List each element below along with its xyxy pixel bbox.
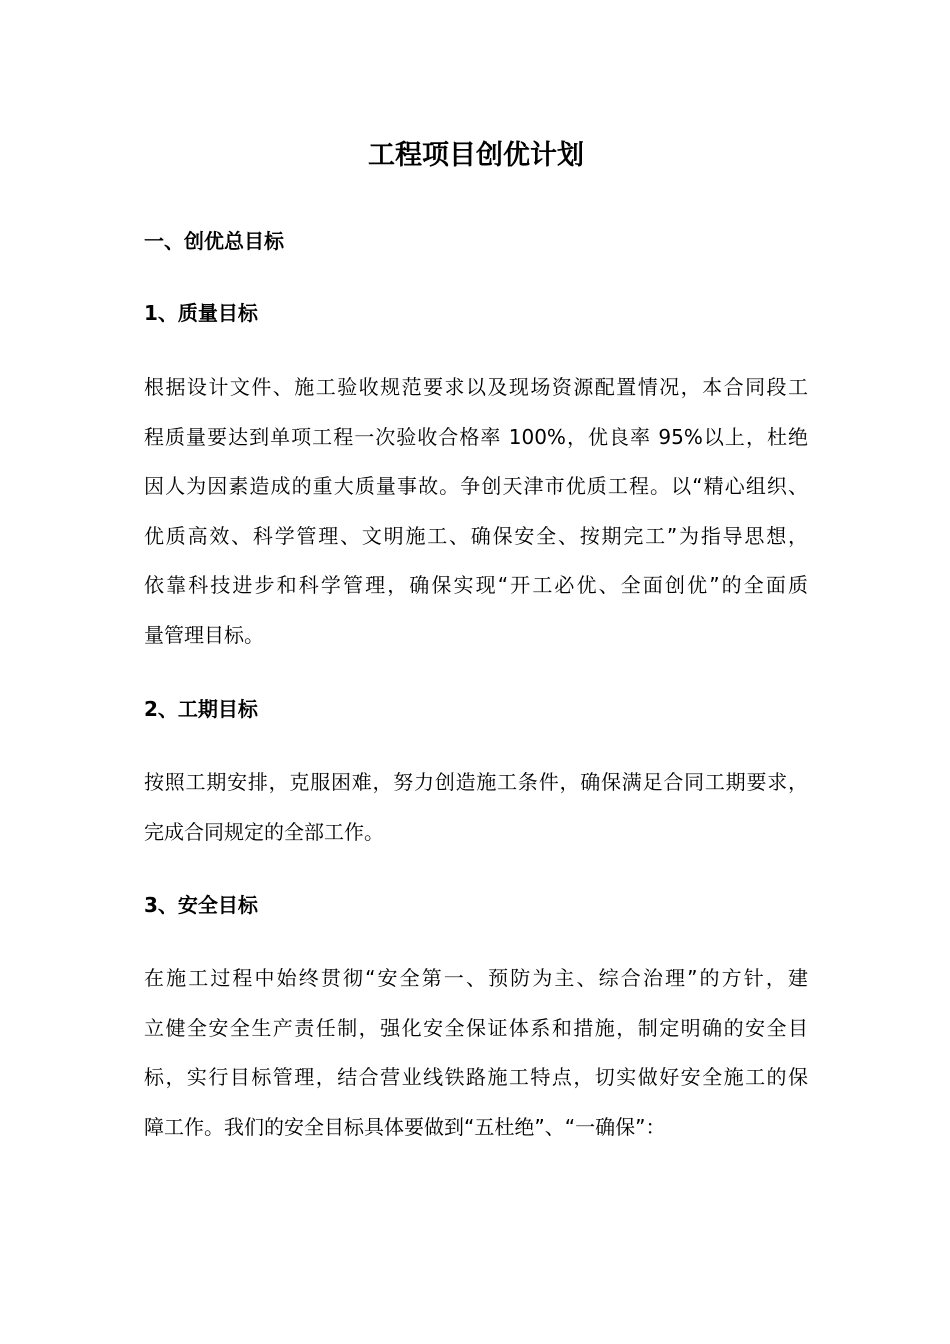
subheading-schedule: 2、工期目标 — [144, 697, 258, 721]
paragraph-line: 完成合同规定的全部工作。 — [144, 819, 384, 844]
subheading-quality: 1、质量目标 — [144, 301, 258, 325]
paragraph-schedule — [144, 758, 808, 857]
paragraph-quality — [144, 363, 808, 661]
paragraph-line: 根据设计文件、施工验收规范要求以及现场资源配置情况，本合同段工 — [144, 375, 808, 399]
section-heading-goals: 一、创优总目标 — [144, 229, 284, 253]
paragraph-line: 依靠科技进步和科学管理，确保实现“开工必优、全面创优”的全面质 — [144, 573, 808, 598]
paragraph-line: 障工作。我们的安全目标具体要做到“五杜绝”、“一确保”： — [144, 1114, 666, 1139]
paragraph-line: 因人为因素造成的重大质量事故。争创天津市优质工程。以“精心组织、 — [144, 474, 808, 499]
subheading-safety: 3、安全目标 — [144, 893, 258, 917]
paragraph-line: 量管理目标。 — [144, 622, 264, 647]
paragraph-safety — [144, 954, 808, 1152]
paragraph-line: 标，实行目标管理，结合营业线铁路施工特点，切实做好安全施工的保 — [144, 1065, 808, 1090]
document-title: 工程项目创优计划 — [368, 140, 584, 171]
paragraph-line: 在施工过程中始终贯彻“安全第一、预防为主、综合治理”的方针，建 — [144, 966, 808, 990]
paragraph-line: 按照工期安排，克服困难，努力创造施工条件，确保满足合同工期要求， — [144, 770, 808, 794]
paragraph-line: 程质量要达到单项工程一次验收合格率 100%，优良率 95%以上，杜绝 — [144, 424, 808, 449]
paragraph-line: 优质高效、科学管理、文明施工、确保安全、按期完工”为指导思想， — [144, 523, 808, 548]
paragraph-line: 立健全安全生产责任制，强化安全保证体系和措施，制定明确的安全目 — [144, 1015, 808, 1040]
